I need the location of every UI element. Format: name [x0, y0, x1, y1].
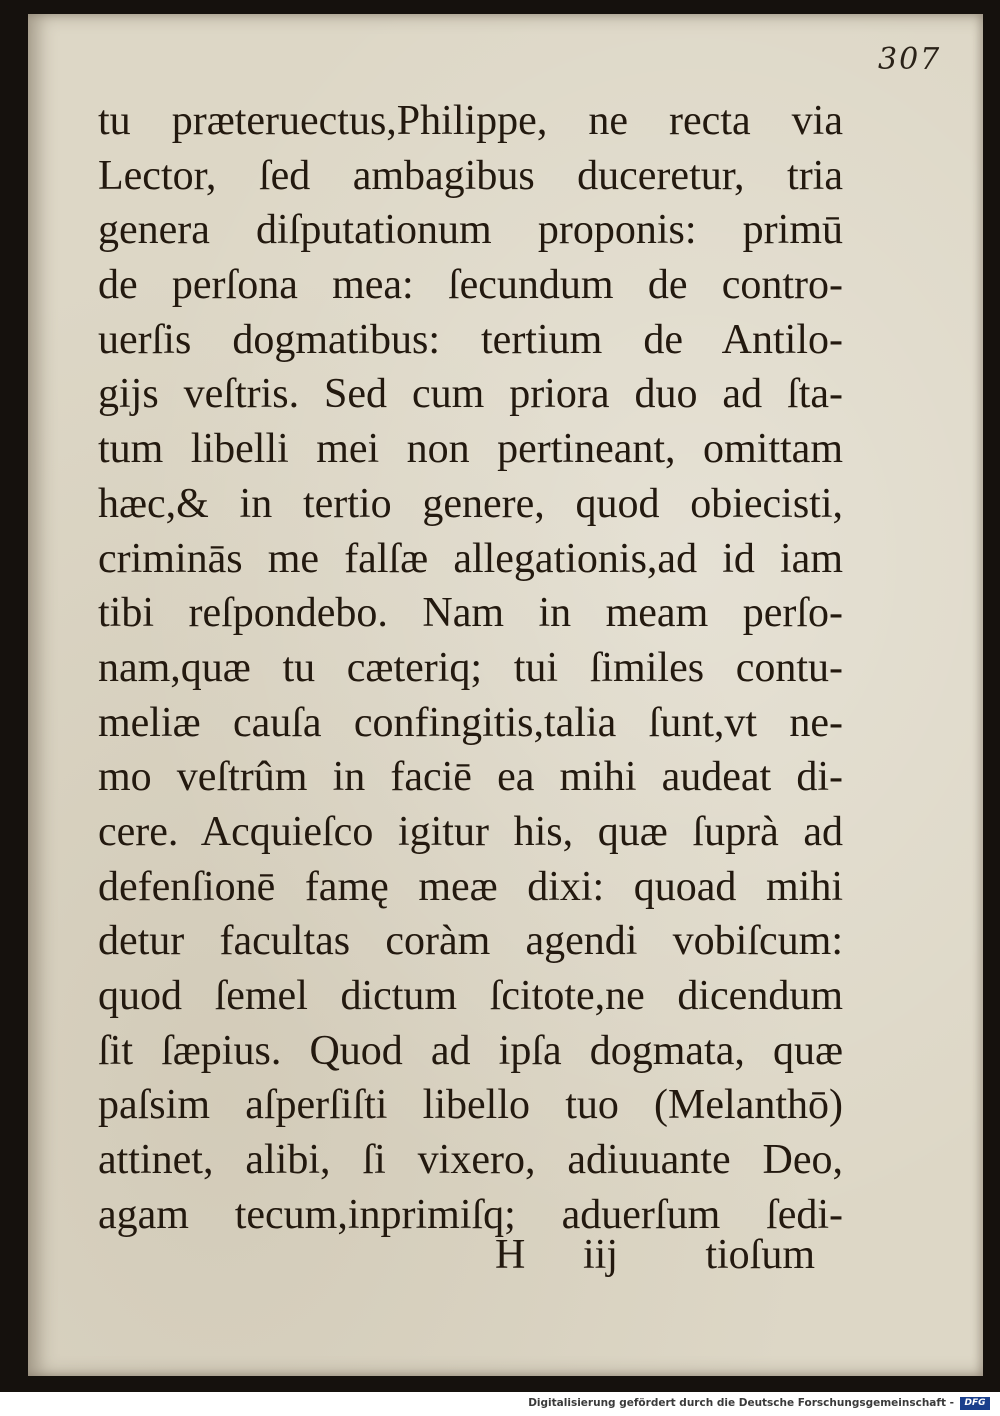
- text-line: quod ſemel dictum ſcitote,ne dicendum: [98, 973, 843, 1019]
- signature-line: [495, 1228, 815, 1282]
- footer-bar: [0, 1392, 1000, 1416]
- body-text: [98, 94, 843, 1242]
- funding-credit: Digitalisierung gefördert durch die Deutsche Forschungsgemeinschaft -: [528, 1397, 954, 1409]
- text-line: Lector, ſed ambagibus duceretur, tria: [98, 152, 843, 199]
- text-line: meliæ cauſa confingitis,talia ſunt,vt ne-: [98, 699, 843, 746]
- text-line: tu præteruectus,Philippe, ne recta via: [98, 98, 843, 144]
- catchword: tioſum: [705, 1232, 815, 1278]
- text-line: uerſis dogmatibus: tertium de Antilo-: [98, 316, 843, 363]
- text-line: paſsim aſperſiſti libello tuo (Melanthō): [98, 1082, 843, 1129]
- text-line: de perſona mea: ſecundum de contro-: [98, 262, 843, 309]
- text-line: nam,quæ tu cæteriq; tui ſimiles contu-: [98, 644, 843, 691]
- page-number: 307: [878, 42, 942, 77]
- text-line: ſit ſæpius. Quod ad ipſa dogmata, quæ: [98, 1027, 843, 1074]
- text-line: criminās me falſæ allegationis,ad id iam: [98, 535, 843, 582]
- text-line: detur facultas coràm agendi vobiſcum:: [98, 918, 843, 965]
- text-line: attinet, alibi, ſi vixero, adiuuante Deo,: [98, 1137, 843, 1184]
- signature-number: iij: [583, 1232, 619, 1278]
- text-line: cere. Acquieſco igitur his, quæ ſuprà ad: [98, 808, 843, 855]
- text-line: agam tecum,inprimiſq; aduerſum ſedi-: [98, 1191, 843, 1238]
- text-line: defenſionē famę meæ dixi: quoad mihi: [98, 863, 843, 910]
- text-line: hæc,& in tertio genere, quod obiecisti,: [98, 480, 843, 527]
- text-line: tum libelli mei non pertineant, omittam: [98, 426, 843, 473]
- text-line: gijs veſtris. Sed cum priora duo ad ſta-: [98, 371, 843, 418]
- text-line: mo veſtrûm in faciē ea mihi audeat di-: [98, 754, 843, 801]
- text-line: tibi reſpondebo. Nam in meam perſo-: [98, 590, 843, 637]
- dfg-logo-icon: DFG: [960, 1397, 990, 1410]
- signature-mark: H: [495, 1232, 526, 1278]
- text-line: genera diſputationum proponis: primū: [98, 207, 843, 254]
- book-page: [28, 14, 983, 1376]
